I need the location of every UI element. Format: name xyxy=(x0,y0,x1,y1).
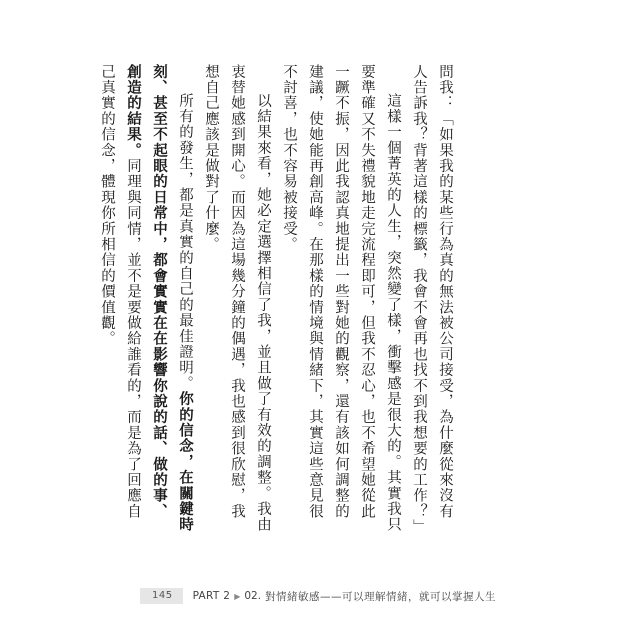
paragraph-3 xyxy=(198,64,276,534)
paragraph-2-text: 這樣一個菁英的人生，突然變了樣，衝擊感是很大的。其實我只要準確又不失禮貌地走完流程即可，但我不忍心，也不希望她從此一蹶不振，因此我認真地提出一些對她的觀察，還有該如何調整的建議，使她能再創高峰。在那樣的情境與情緒下，其實這些意見很不討喜，也不容易被接受。 xyxy=(281,64,401,533)
part-label: PART 2 xyxy=(192,590,231,602)
paragraph-4-text-a: 所有的發生，都是真實的自己的最佳證明。 xyxy=(177,93,193,392)
paragraph-3-text: 以結果來看，她必定選擇相信了我，並且做了有效的調整。我由衷替她感到開心。而因為這場幾分鐘的偶遇，我也感到很欣慰，我想自己應該是做對了什麼。 xyxy=(203,64,271,533)
paragraph-4-text-b: 同理與同情，並不是要做給誰看的，而是為了回應自己真實的信念，體現你所相信的價值觀。 xyxy=(99,64,141,520)
arrow-right-icon: ▶ xyxy=(234,591,241,601)
paragraph-2 xyxy=(276,64,406,534)
page-footer xyxy=(140,588,496,604)
paragraph-4 xyxy=(94,64,198,534)
page-number: 145 xyxy=(140,588,183,604)
paragraph-1 xyxy=(406,64,458,534)
paragraph-4-emphasis: 你的信念，在關鍵時刻、甚至不起眼的日常中，都會實實在在影響你說的話、做的事、創造的結果。 xyxy=(125,64,193,533)
chapter-title: 對情緒敏感——可以理解情緒，就可以掌握人生 xyxy=(265,590,497,603)
body-text xyxy=(99,64,458,535)
paragraph-1-text: 問我：「如果我的某些行為真的無法被公司接受，為什麼從來沒有人告訴我？背著這樣的標籤，我會不會再也找不到我想要的工作？」 xyxy=(411,64,453,535)
chapter-number: 02. xyxy=(244,590,262,602)
